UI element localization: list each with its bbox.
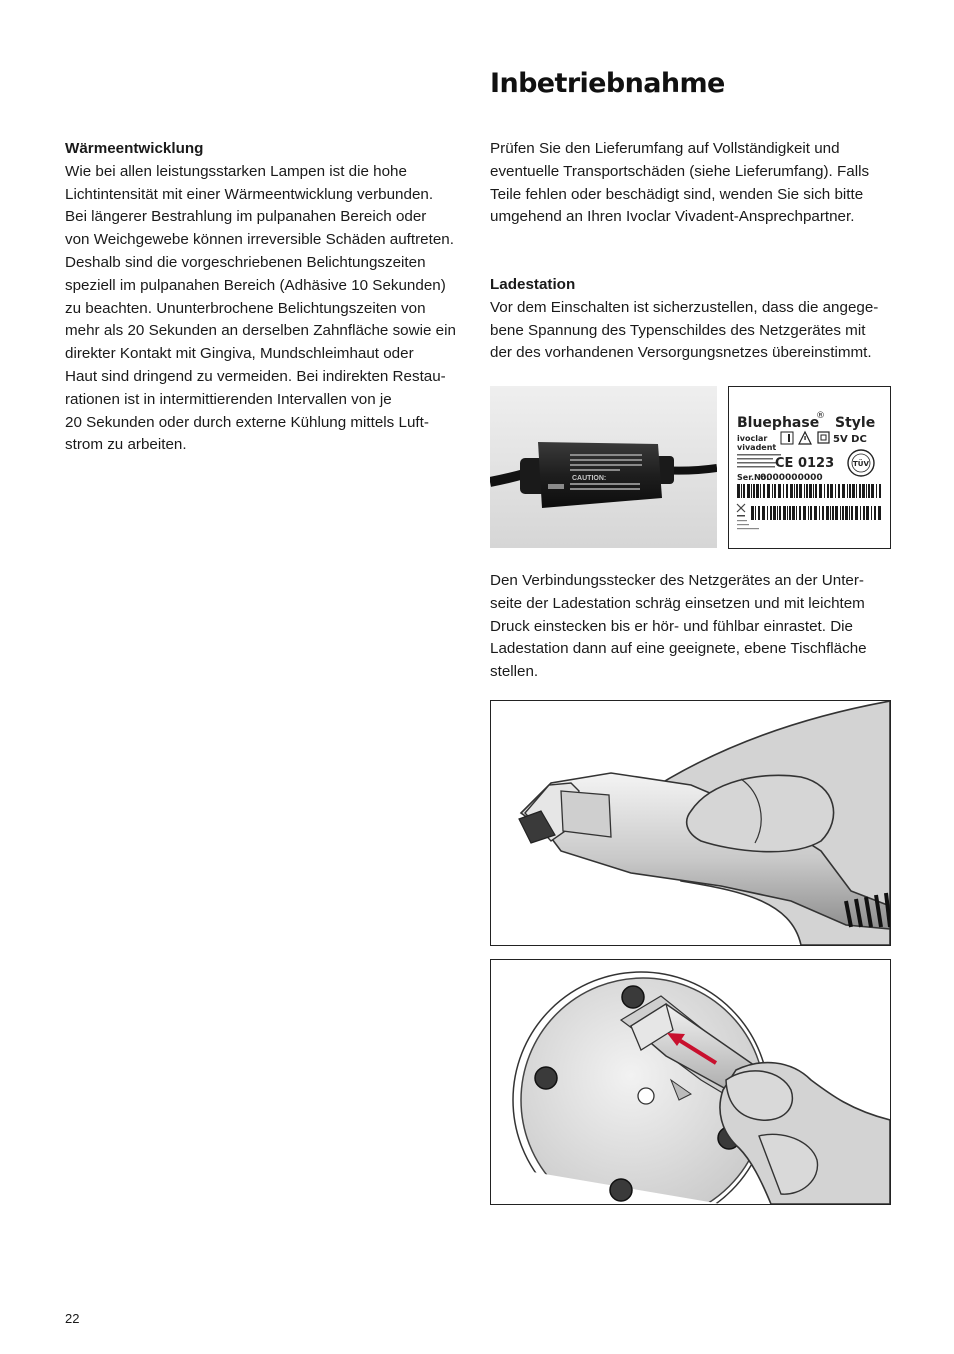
- serial-number: 0000000000: [760, 473, 823, 483]
- manual-icon: [781, 432, 793, 444]
- paragraph-line: speziell im pulpanahen Bereich (Adhäsive 10 Sekunden): [65, 276, 446, 294]
- waermeentwicklung-title: Wärmeentwicklung: [65, 140, 204, 157]
- waermeentwicklung-section: [65, 138, 475, 457]
- ladestation-title: Ladestation: [490, 276, 576, 293]
- paragraph-line: mehr als 20 Sekunden an derselben Zahnfläche sowie ein: [65, 322, 456, 340]
- adapter-caution-text: CAUTION:: [572, 475, 607, 482]
- paragraph-line: Ladestation dann auf eine geeignete, ebene Tischfläche: [490, 640, 867, 658]
- paragraph-line: Druck einstecken bis er hör- und fühlbar einrastet. Die: [490, 617, 853, 635]
- type-label-image: [728, 386, 891, 549]
- page-heading: Inbetriebnahme: [490, 68, 725, 99]
- paragraph-line: zu beachten. Ununterbrochene Belichtungszeiten von: [65, 299, 426, 317]
- barcode-bottom: [751, 506, 881, 520]
- paragraph-line: eventuelle Transportschäden (siehe Lieferumfang). Falls: [490, 162, 870, 180]
- paragraph-line: Den Verbindungsstecker des Netzgerätes an der Unter-: [490, 572, 864, 589]
- connector-plug-illustration: [490, 700, 891, 946]
- paragraph-line: 20 Sekunden oder durch externe Kühlung mittels Luft-: [65, 413, 429, 431]
- page-number: 22: [65, 1311, 80, 1326]
- power-adapter-photo: [490, 386, 717, 548]
- voltage-text: 5V DC: [833, 434, 867, 445]
- intro-paragraph: [490, 138, 890, 229]
- disposal-icon: [737, 504, 745, 517]
- paragraph-line: der des vorhandenen Versorgungsnetzes übereinstimmt.: [490, 344, 872, 362]
- label-product-name: Bluephase: [737, 415, 820, 431]
- paragraph-line: strom zu arbeiten.: [65, 436, 187, 454]
- paragraph-line: Lichtintensität mit einer Wärmeentwicklung verbunden.: [65, 185, 434, 203]
- paragraph-line: Bei längerer Bestrahlung im pulpanahen Bereich oder: [65, 208, 427, 226]
- ladestation-section: [490, 274, 890, 365]
- paragraph-line: Prüfen Sie den Lieferumfang auf Vollständigkeit und: [490, 140, 840, 157]
- warning-icon: [799, 432, 811, 444]
- serial-prefix: Ser.No.: [737, 473, 770, 482]
- paragraph-line: rationen ist in intermittierenden Intervallen von je: [65, 390, 392, 408]
- paragraph-line: bene Spannung des Typenschildes des Netzgerätes mit: [490, 321, 866, 339]
- paragraph-line: Vor dem Einschalten ist sicherzustellen, dass die angege-: [490, 298, 879, 316]
- paragraph-line: Deshalb sind die vorgeschriebenen Belichtungszeiten: [65, 253, 426, 271]
- tuv-text: TÜV: [853, 460, 869, 468]
- barcode-top: [737, 484, 881, 498]
- connector-instructions: [490, 570, 890, 684]
- paragraph-line: Wie bei allen leistungsstarken Lampen ist die hohe: [65, 162, 407, 180]
- charging-station-illustration: [490, 959, 891, 1205]
- ce-mark: CE 0123: [775, 456, 835, 471]
- paragraph-line: von Weichgewebe können irreversible Schäden auftreten.: [65, 231, 454, 249]
- tuv-seal-icon: [848, 450, 874, 476]
- paragraph-line: stellen.: [490, 663, 539, 681]
- double-insulation-icon: [818, 432, 829, 443]
- paragraph-line: direkter Kontakt mit Gingiva, Mundschleimhaut oder: [65, 345, 414, 363]
- registered-mark: ®: [816, 411, 825, 421]
- paragraph-line: Teile fehlen oder beschädigt sind, wenden Sie sich bitte: [490, 185, 864, 203]
- brand-logo-line2: vivadent: [737, 443, 777, 452]
- label-style-name: Style: [835, 415, 876, 431]
- paragraph-line: seite der Ladestation schräg einsetzen und mit leichtem: [490, 594, 865, 612]
- paragraph-line: umgehend an Ihren Ivoclar Vivadent-Ansprechpartner.: [490, 208, 855, 226]
- brand-logo-line1: ivoclar: [737, 434, 768, 443]
- paragraph-line: Haut sind dringend zu vermeiden. Bei indirekten Restau-: [65, 367, 446, 385]
